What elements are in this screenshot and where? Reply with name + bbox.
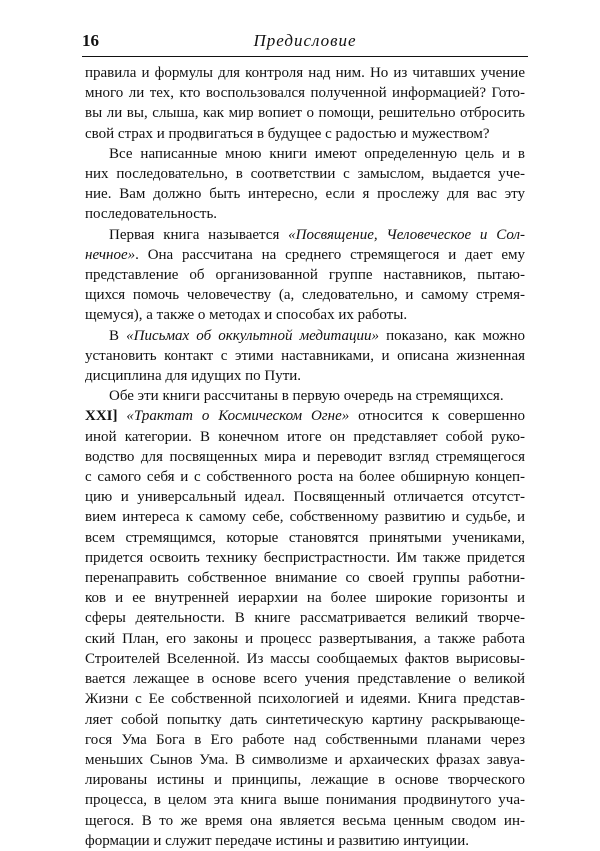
book-title: «Письмах об оккультной медитации» [126,327,380,344]
text-line: них последовательно, в соответствии с замыслом, выдается уче- [85,166,525,183]
text-line: дисциплина для идущих по Пути. [85,368,302,385]
running-title: Предисловие [253,31,357,50]
text-line: правила и формулы для контроля над ним. Но из читавших учение [85,65,525,81]
text-line: иной категории. В конечном итоге он представляет собой руко- [85,428,525,445]
text-line: щемуся), а также о методах и способах их работы. [85,307,408,324]
section-marker: XXI] [85,408,118,425]
text-line [85,245,525,265]
body-text [85,63,525,851]
text-line: много ли тех, кто воспользовался полученной информацией? Гото- [85,85,525,102]
text-line: ский План, его законы и процесс развертывания, а также работа [85,630,525,647]
text-line: Все написанные мною книги имеют определенную цель и в [109,145,525,162]
text-run: В [109,327,127,344]
text-line: сферы деятельности. В книге рассматривается великий творче- [85,610,525,627]
text-line: меньших Сынов Ума. В символизме и архаических фразах завуа- [85,751,525,768]
text-line: вы ли вы, слыша, как мир вопиет о помощи, решительно отбросить [85,105,525,122]
text-line [85,225,525,245]
book-title: нечное» [85,246,136,263]
text-line: ние. Вам должно быть интересно, если я прослежу для вас эту [85,186,525,203]
text-line: ков и ее внутренней иерархии на более широкие горизонты и [85,590,525,607]
page-header [82,30,528,54]
text-line: придется освоить технику беспристрастности. Им также придется [85,549,525,566]
text-line: водство для посвященных мира и переводит взгляд стремящегося [85,448,525,465]
text-line: установить контакт с этими наставниками, и описана жизненная [85,347,525,364]
text-run: относится к совершенно [349,408,525,425]
text-run: показано, как можно [379,327,525,344]
text-line: Жизни с Ее собственной психологией и идеями. Книга представ- [85,691,525,708]
book-title: «Посвящение, Человеческое и Сол- [288,226,525,243]
text-line: свой страх и продвигаться в будущее с радостью и мужеством? [85,125,490,142]
text-line: последовательность. [85,206,218,223]
book-title: «Трактат о Космическом Огне» [126,408,350,425]
text-line: формации и служит передаче истины и развитию интуиции. [85,832,469,849]
text-line [85,406,525,426]
text-line: перенаправить собственное внимание со своей группы работни- [85,570,525,587]
text-line: вается лежащее в основе всего учения представление о великой [85,671,525,688]
text-line: щегося. В то же время она является весьма ценным сводом ин- [85,812,525,829]
text-line: цию и универсальный идеал. Посвященный отличается отсутст- [85,489,525,506]
text-line: Строителей Вселенной. Из массы сообщаемых фактов вырисовы- [85,650,525,667]
text-line: вием интереса к самому себе, собственному развитию и судьбе, и [85,509,525,526]
text-run: . Она рассчитана на среднего стремящегося и дает ему [135,246,525,263]
text-line [85,326,525,346]
text-line: всем стремящимся, которые становятся принятыми учениками, [85,529,525,546]
page-number: 16 [82,31,99,50]
text-line: щихся помочь человечеству (а, следовательно, и самому стремя- [85,287,525,304]
text-line: представление об организованной группе наставников, пытаю- [85,267,525,284]
text-line: с самого себя и с собственного роста на более обширную концеп- [85,469,525,486]
text-line: лированы истины и принципы, лежащие в основе творческого [85,772,525,789]
text-line: гося Ума Бога в Его работе над собственными планами через [85,731,525,748]
text-line: Обе эти книги рассчитаны в первую очередь на стремящихся. [109,388,504,405]
header-rule [82,56,528,57]
text-line: ляет собой попытку дать синтетическую картину раскрывающе- [85,711,525,728]
text-run: Первая книга называется [109,226,289,243]
text-line: процесса, в целом эта книга выше понимания продвинутого уча- [85,792,525,809]
